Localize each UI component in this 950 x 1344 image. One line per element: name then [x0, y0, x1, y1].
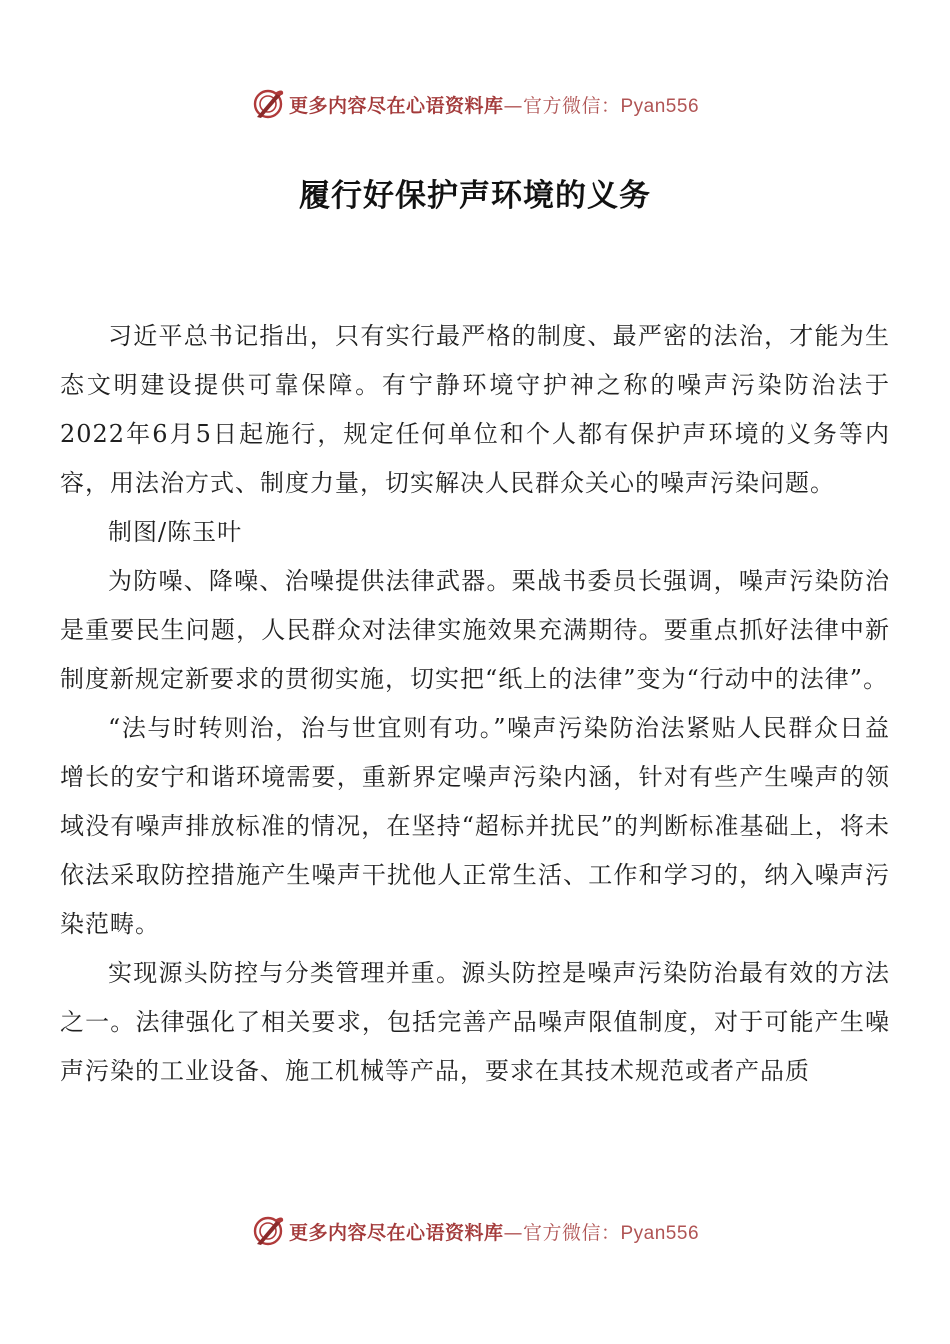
banner-text — [289, 91, 699, 118]
quill-pen-logo-icon — [251, 1214, 285, 1248]
footer-banner — [0, 1211, 950, 1251]
banner-wechat-id: Pyan556 — [620, 1222, 700, 1244]
banner-wechat-id: Pyan556 — [620, 95, 700, 117]
article-body — [60, 312, 890, 1096]
banner-text — [289, 1218, 699, 1245]
header-banner — [0, 84, 950, 124]
quill-pen-logo-icon — [251, 87, 285, 121]
banner-brand: 更多内容尽在心语资料库 — [288, 1221, 504, 1244]
banner-brand: 更多内容尽在心语资料库 — [288, 94, 504, 117]
paragraph-2: 为防噪、降噪、治噪提供法律武器。栗战书委员长强调，噪声污染防治是重要民生问题，人民群众对法律实施效果充满期待。要重点抓好法律中新制度新规定新要求的贯彻实施，切实把“纸上的法律”变为“行动中的法律”。 — [60, 567, 890, 693]
paragraph-4: 实现源头防控与分类管理并重。源头防控是噪声污染防治最有效的方法之一。法律强化了相关要求，包括完善产品噪声限值制度，对于可能产生噪声污染的工业设备、施工机械等产品，要求在其技术规范或者产品质 — [60, 959, 890, 1085]
paragraph-3: “法与时转则治，治与世宜则有功。”噪声污染防治法紧贴人民群众日益增长的安宁和谐环境需要，重新界定噪声污染内涵，针对有些产生噪声的领域没有噪声排放标准的情况，在坚持“超标并扰民”的判断标准基础上，将未依法采取防控措施产生噪声干扰他人正常生活、工作和学习的，纳入噪声污染范畴。 — [60, 714, 890, 938]
banner-wechat-label: 官方微信： — [522, 94, 621, 117]
document-title: 履行好保护声环境的义务 — [299, 178, 651, 214]
banner-dash: — — [503, 1221, 523, 1244]
banner-wechat-label: 官方微信： — [522, 1221, 621, 1244]
image-credit: 制图/陈玉叶 — [108, 518, 243, 546]
paragraph-1: 习近平总书记指出，只有实行最严格的制度、最严密的法治，才能为生态文明建设提供可靠保障。有宁静环境守护神之称的噪声污染防治法于2022年6月5日起施行，规定任何单位和个人都有保护声环境的义务等内容，用法治方式、制度力量，切实解决人民群众关心的噪声污染问题。 — [60, 322, 890, 497]
banner-dash: — — [503, 94, 523, 117]
